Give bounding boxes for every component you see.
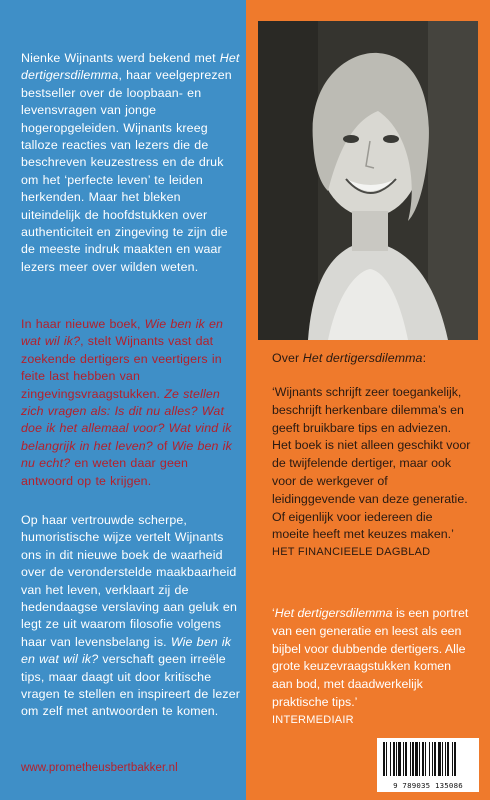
author-portrait xyxy=(258,21,478,340)
quote-source: HET FINANCIEELE DAGBLAD xyxy=(272,546,431,559)
barcode-icon xyxy=(381,742,475,778)
new-book-paragraph: In haar nieuwe boek, Wie ben ik en wat wil ik?, stelt Wijnants vast dat zoekende dertigers en veertigers in feite last hebben van zingevingsvraagstukken. Ze stellen zich vragen als: Is dit nu alles? Wat doe ik het allemaal voor? Wat vind ik belangrijk in het leven? of Wie ben ik nu echt? en weten daar geen antwoord op te krijgen. xyxy=(21,317,232,488)
quote-source: INTERMEDIAIR xyxy=(272,713,354,726)
isbn-number: 9 789035 135086 xyxy=(393,781,463,790)
quote-financieele-dagblad xyxy=(272,384,472,562)
over-label: Over Het dertigersdilemma: xyxy=(272,351,427,365)
quote-intermediair xyxy=(272,605,472,730)
quote-text: ‘Wijnants schrijft zeer toegankelijk, beschrijft herkenbare dilemma’s en geeft bruikbare tips en adviezen. Het boek is niet alleen geschikt voor de twijfelende dertiger, maar ook voor de werkgever of leidinggevende van deze generatie. Of eigenlijk voor iedereen die moeite heeft met keuzes maken.’ xyxy=(272,385,471,542)
intro-paragraph: Nienke Wijnants werd bekend met Het dertigersdilemma, haar veelgeprezen bestseller over de loopbaan- en levensvragen van jonge hogeropgeleiden. Wijnants kreeg talloze reacties van lezers die de beschreven keuzestress en de druk om het ‘perfecte leven’ te leiden herkenden. Maar het bleken uiteindelijk de hoofdstukken over authenticiteit en zingeving te zijn die de meeste indruk maakten en waar lezers meer over wilden weten. xyxy=(21,51,240,274)
portrait-icon xyxy=(258,21,478,340)
publisher-url[interactable]: www.prometheusbertbakker.nl xyxy=(21,762,178,774)
quote-text: ‘Het dertigersdilemma is een portret van een generatie en leest als een bijbel voor dubbende dertigers. Alle grote keuzevraagstukken komen aan bod, met daadwerkelijk praktische tips.’ xyxy=(272,606,469,709)
barcode xyxy=(377,738,479,792)
description-paragraph: Op haar vertrouwde scherpe, humoristische wijze vertelt Wijnants ons in dit nieuwe boek de waarheid over de veronderstelde maakbaarheid van het leven, verklaart zij de hedendaagse verslaving aan geluk en legt ze uit waarom filosofie volgens haar van levensbelang is. Wie ben ik en wat wil ik? verschaft geen irreële tips, maar daagt uit door kritische vragen te stellen en inspireert de lezer om zelf met antwoorden te komen. xyxy=(21,513,241,719)
